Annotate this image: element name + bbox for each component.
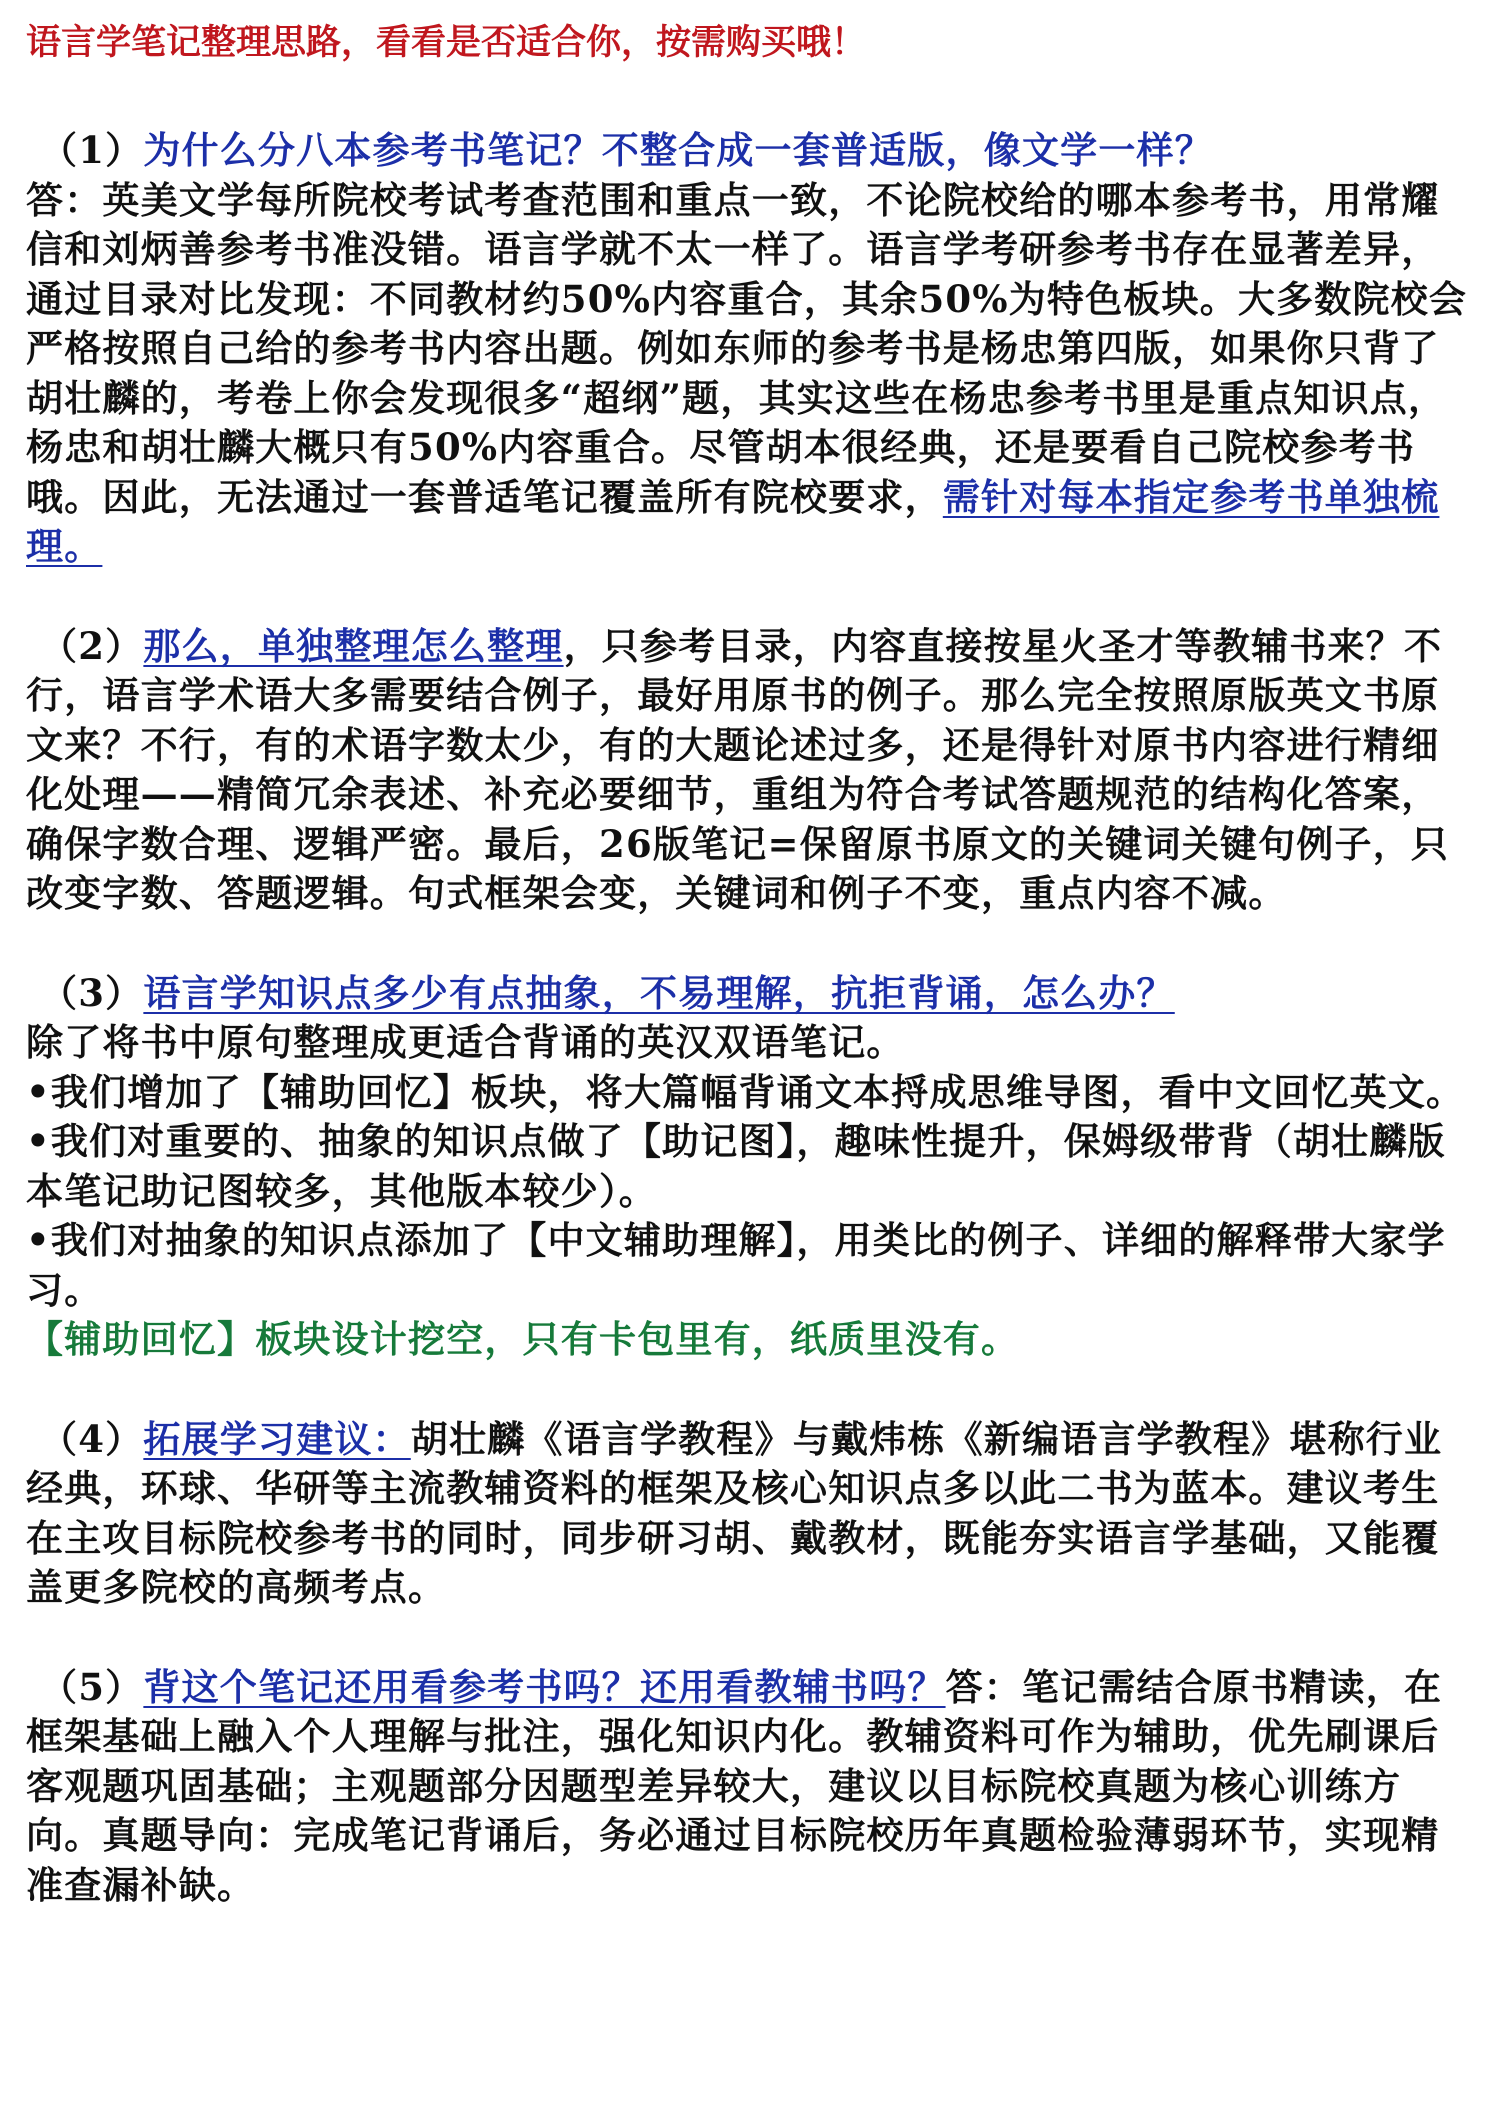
section-1 (26, 126, 1474, 572)
section-1-question-line (26, 126, 1474, 176)
section-number: （1） (40, 128, 144, 172)
section-question: 背这个笔记还用看参考书吗？还用看教辅书吗？ (143, 1664, 946, 1709)
section-question: 那么，单独整理怎么整理 (143, 623, 564, 668)
bullet-item: •我们增加了【辅助回忆】板块，将大篇幅背诵文本捋成思维导图，看中文回忆英文。 (26, 1069, 1465, 1114)
section-number: （2） (40, 623, 144, 668)
section-3-question-line (26, 969, 1474, 1019)
section-3 (26, 969, 1474, 1365)
section-5-body (26, 1663, 1474, 1911)
section-number: （3） (40, 970, 144, 1015)
section-3-intro: 除了将书中原句整理成更适合背诵的英汉双语笔记。 (26, 1020, 905, 1064)
section-4-body (26, 1415, 1474, 1613)
headline: 语言学笔记整理思路，看看是否适合你，按需购买哦！ (26, 22, 867, 63)
section-4 (26, 1415, 1474, 1613)
section-question: 语言学知识点多少有点抽象，不易理解，抗拒背诵，怎么办？ (143, 970, 1175, 1015)
answer-text: ，只参考目录，内容直接按星火圣才等教辅书来？不行，语言学术语大多需要结合例子，最好用原书的例子。那么完全按照原版英文书原文来？不行，有的术语字数太少，有的大题论述过多，还是得针对原书内容进行精细化处理——精简冗余表述、补充必要细节，重组为符合考试答题规范的结构化答案，确保字数合理、逻辑严密。最后，26版笔记=保留原书原文的关键词关键句例子，只改变字数、答题逻辑。句式框架会变，关键词和例子不变，重点内容不减。 (26, 623, 1450, 915)
answer-highlight: 需针对每本指定参考书单独梳理。 (26, 474, 1440, 568)
section-1-answer (26, 176, 1474, 572)
section-3-note: 【辅助回忆】板块设计挖空，只有卡包里有，纸质里没有。 (26, 1317, 1020, 1361)
section-question: 为什么分八本参考书笔记？不整合成一套普适版，像文学一样？ (143, 128, 1213, 172)
section-question: 拓展学习建议： (143, 1416, 411, 1461)
section-number: （5） (40, 1664, 144, 1709)
section-2-body (26, 622, 1474, 919)
bullet-item: •我们对抽象的知识点添加了【中文辅助理解】，用类比的例子、详细的解释带大家学习。 (26, 1218, 1446, 1312)
bullet-item: •我们对重要的、抽象的知识点做了【助记图】，趣味性提升，保姆级带背（胡壮麟版本笔记助记图较多，其他版本较少）。 (26, 1119, 1446, 1213)
section-number: （4） (40, 1416, 144, 1461)
answer-text: 答：笔记需结合原书精读，在框架基础上融入个人理解与批注，强化知识内化。教辅资料可作为辅助，优先刷课后客观题巩固基础；主观题部分因题型差异较大，建议以目标院校真题为核心训练方向。真题导向：完成笔记背诵后，务必通过目标院校历年真题检验薄弱环节，实现精准查漏补缺。 (26, 1664, 1443, 1907)
answer-text: 答：英美文学每所院校考试考查范围和重点一致，不论院校给的哪本参考书，用常耀信和刘炳善参考书准没错。语言学就不太一样了。语言学考研参考书存在显著差异，通过目录对比发现：不同教材约50%内容重合，其余50%为特色板块。大多数院校会严格按照自己给的参考书内容出题。例如东师的参考书是杨忠第四版，如果你只背了胡壮麟的，考卷上你会发现很多“超纲”题，其实这些在杨忠参考书里是重点知识点，杨忠和胡壮麟大概只有50%内容重合。尽管胡本很经典，还是要看自己院校参考书哦。因此，无法通过一套普适笔记覆盖所有院校要求， (26, 177, 1468, 519)
section-5 (26, 1663, 1474, 1911)
section-2 (26, 622, 1474, 919)
answer-text: 胡壮麟《语言学教程》与戴炜栋《新编语言学教程》堪称行业经典，环球、华研等主流教辅资料的框架及核心知识点多以此二书为蓝本。建议考生在主攻目标院校参考书的同时，同步研习胡、戴教材，既能夯实语言学基础，又能覆盖更多院校的高频考点。 (26, 1416, 1443, 1609)
